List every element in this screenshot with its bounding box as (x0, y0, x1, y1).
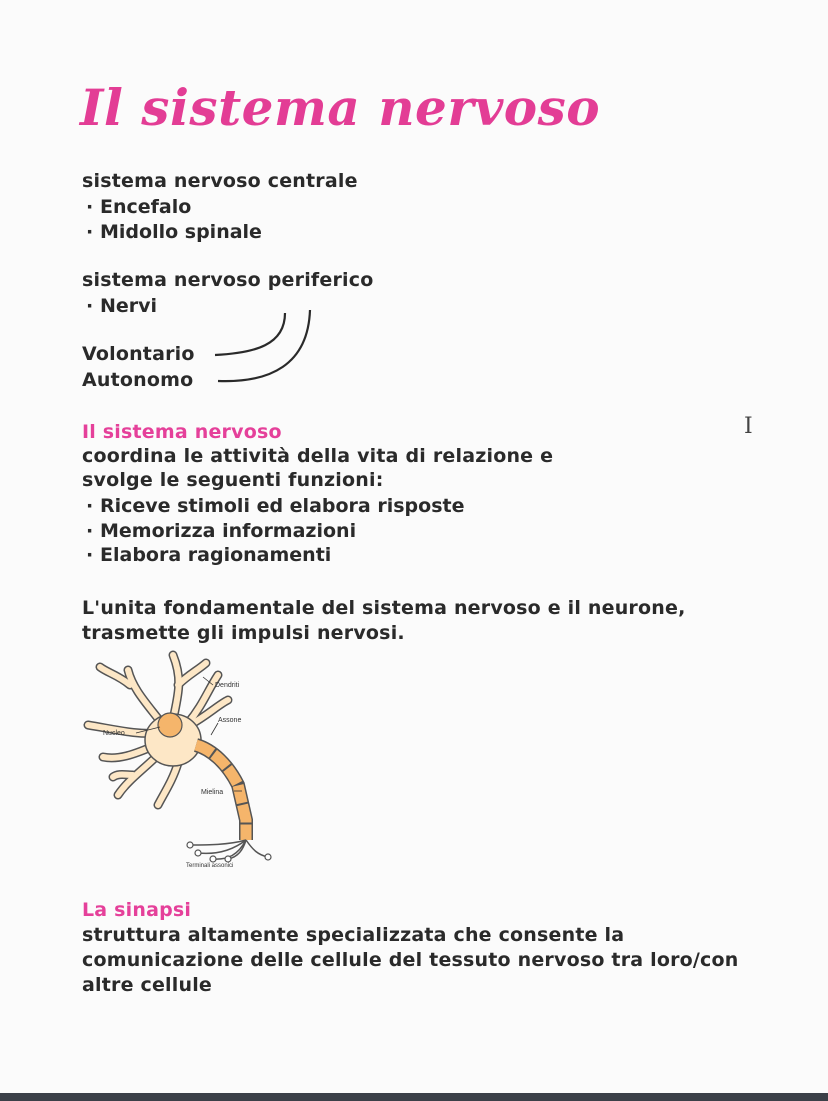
list-item (82, 494, 464, 519)
list-item (82, 519, 464, 544)
list-item (82, 195, 262, 220)
label-nucleo: Nucleo (103, 730, 125, 737)
sinapsi-text-line: comunicazione delle cellule del tessuto nervoso tra loro/con (82, 949, 739, 971)
snc-list (82, 195, 262, 244)
text-cursor-icon: I (744, 414, 753, 439)
bullet-icon: · (86, 544, 94, 566)
snc-heading: sistema nervoso centrale (82, 170, 358, 192)
list-item (82, 543, 464, 568)
branch-lines (210, 305, 320, 390)
neuron-diagram (78, 645, 288, 875)
label-dendriti: Dendriti (215, 682, 240, 689)
section-title-sistema: Il sistema nervoso (82, 421, 282, 443)
snc-item-label: Encefalo (100, 196, 192, 218)
label-assone: Assone (218, 717, 242, 724)
snp-list (82, 294, 157, 319)
page-bottom-edge (0, 1093, 828, 1101)
label-mielina: Mielina (201, 789, 224, 796)
bullet-icon: · (86, 295, 94, 317)
list-item (82, 294, 157, 319)
function-label: Memorizza informazioni (100, 519, 357, 542)
neuron-text-line: trasmette gli impulsi nervosi. (82, 622, 405, 644)
snc-item-label: Midollo spinale (100, 220, 262, 243)
nucleus (158, 713, 182, 737)
sinapsi-text-line: struttura altamente specializzata che consente la (82, 924, 625, 946)
section-title-sinapsi: La sinapsi (82, 899, 192, 921)
section-text-line: coordina le attività della vita di relazione e (82, 445, 554, 467)
section-text-line: svolge le seguenti funzioni: (82, 469, 384, 491)
label-terminali: Terminali assonici (186, 863, 234, 869)
bullet-icon: · (86, 495, 94, 517)
snp-heading: sistema nervoso periferico (82, 269, 374, 291)
functions-list (82, 494, 464, 568)
bullet-icon: · (86, 519, 94, 542)
list-item (82, 220, 262, 245)
bullet-icon: · (86, 220, 94, 243)
neuron-text-line: L'unita fondamentale del sistema nervoso e il neurone, (82, 597, 686, 619)
bullet-icon: · (86, 196, 94, 218)
function-label: Riceve stimoli ed elabora risposte (100, 495, 465, 517)
function-label: Elabora ragionamenti (100, 544, 332, 566)
branch-volontario: Volontario (82, 343, 195, 365)
branch-line-volontario (215, 313, 285, 355)
sinapsi-text-line: altre cellule (82, 974, 212, 996)
branch-autonomo: Autonomo (82, 369, 194, 391)
snp-item-label: Nervi (100, 295, 158, 317)
page-title: Il sistema nervoso (80, 78, 601, 137)
